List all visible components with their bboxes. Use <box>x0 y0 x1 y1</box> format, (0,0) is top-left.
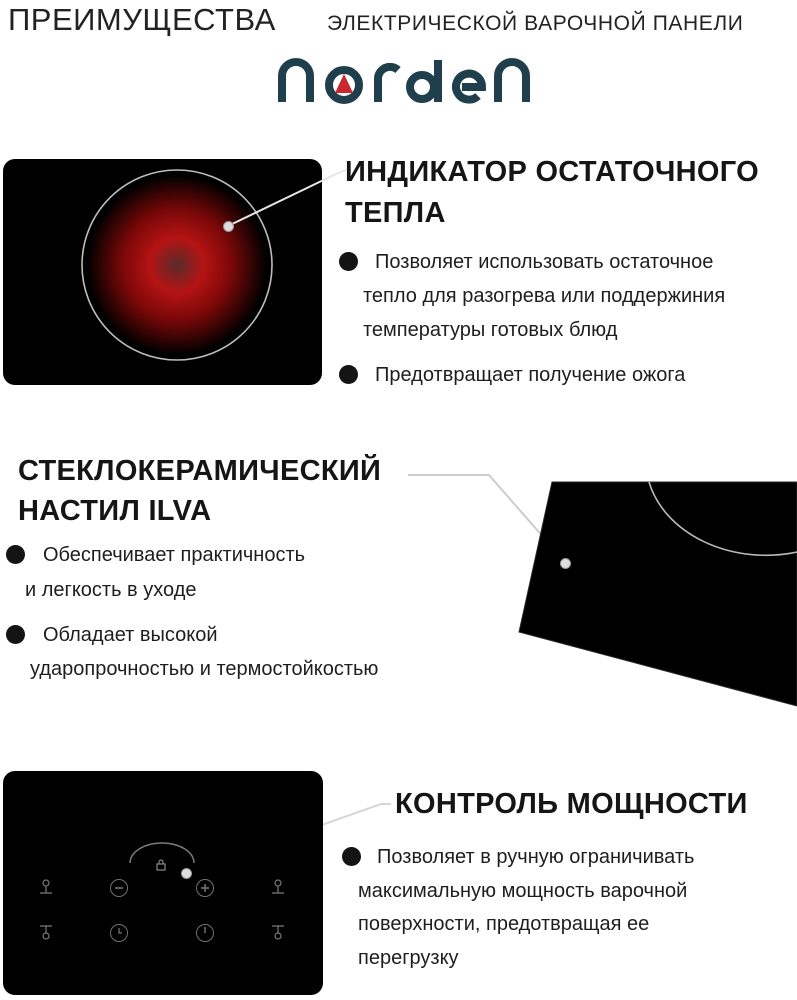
section3-bullet1-cont: максимальную мощность варочной <box>358 880 688 902</box>
bullet-icon <box>339 365 358 384</box>
section1-bullet1: Позволяет использовать остаточное <box>375 251 714 273</box>
timer-icon[interactable] <box>110 924 128 942</box>
power-icon[interactable] <box>196 924 214 942</box>
heating-zone-graphic <box>3 159 322 385</box>
brand-wordmark <box>276 54 466 111</box>
section1-bullet1-cont: температуры готовых блюд <box>363 319 618 341</box>
section2-heading-cont: НАСТИЛ ILVA <box>18 495 212 527</box>
section3-heading: КОНТРОЛЬ МОЩНОСТИ <box>395 788 748 820</box>
lock-icon[interactable] <box>155 858 167 870</box>
callout-pin <box>181 868 192 879</box>
section2-bullet1: Обеспечивает практичность <box>43 544 306 566</box>
section3-bullet1-cont: перегрузку <box>358 947 459 969</box>
page-subtitle: ЭЛЕКТРИЧЕСКОЙ ВАРОЧНОЙ ПАНЕЛИ <box>327 12 744 35</box>
zone-right-icon[interactable] <box>271 879 285 900</box>
bullet-icon <box>339 252 358 271</box>
section2-bullet2-cont: ударопрочностью и термостойкостью <box>30 658 379 680</box>
bullet-icon <box>6 545 25 564</box>
minus-icon[interactable] <box>110 879 128 897</box>
section3-bullet1-cont: поверхности, предотвращая ее <box>358 913 650 935</box>
glass-ceramic-image <box>497 474 797 714</box>
section1-bullet1-cont: тепло для разогрева или поддержиния <box>363 285 726 307</box>
section1-heading: ИНДИКАТОР ОСТАТОЧНОГО <box>345 156 759 188</box>
page-title: ПРЕИМУЩЕСТВА <box>8 2 276 37</box>
section2-heading: СТЕКЛОКЕРАМИЧЕСКИЙ <box>18 455 382 487</box>
callout-pin <box>560 558 571 569</box>
power-control-image <box>3 771 323 995</box>
section2-bullet1-cont: и легкость в уходе <box>25 579 197 601</box>
bullet-icon <box>6 625 25 644</box>
zone-left-icon[interactable] <box>39 924 53 945</box>
section1-bullet2: Предотвращает получение ожога <box>375 364 686 386</box>
bullet-icon <box>342 847 361 866</box>
brand-logo <box>276 58 532 104</box>
section1-heading-cont: ТЕПЛА <box>345 197 446 229</box>
residual-heat-image <box>3 159 322 385</box>
callout-pin <box>223 221 234 232</box>
zone-left-icon[interactable] <box>39 879 53 900</box>
section2-bullet2: Обладает высокой <box>43 624 218 646</box>
zone-right-icon[interactable] <box>271 924 285 945</box>
plus-icon[interactable] <box>196 879 214 897</box>
section3-bullet1: Позволяет в ручную ограничивать <box>377 846 695 868</box>
